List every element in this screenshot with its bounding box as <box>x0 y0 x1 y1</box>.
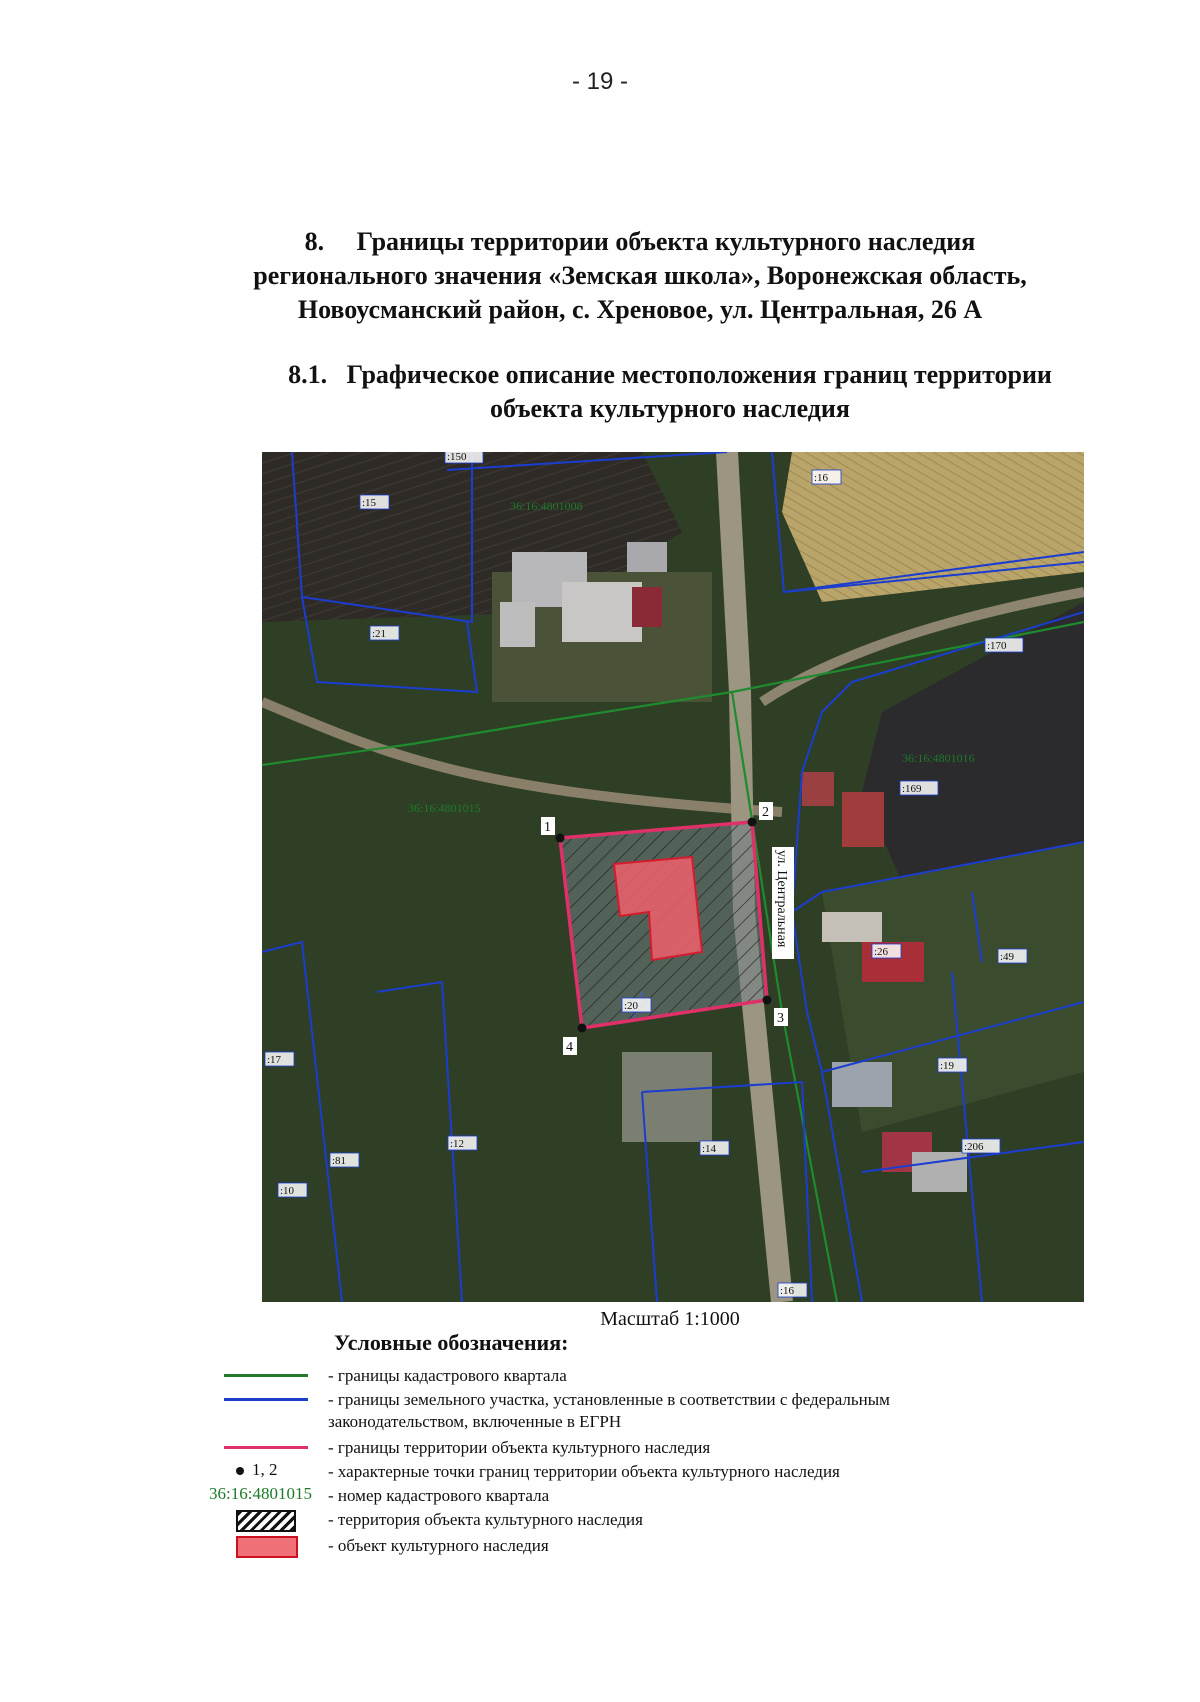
legend-text: - объект культурного наследия <box>328 1536 549 1555</box>
page-number: - 19 - <box>571 68 628 95</box>
legend-item-heritage-object <box>160 1534 1060 1558</box>
point-symbol-label: 1, 2 <box>252 1460 278 1479</box>
hatch-symbol <box>236 1510 296 1532</box>
point-label: 1 <box>544 820 551 835</box>
building <box>842 792 884 847</box>
legend-item-heritage-boundary <box>160 1436 1060 1460</box>
pink-line-symbol <box>224 1446 308 1449</box>
boundary-point-4 <box>578 1024 587 1033</box>
section-title-line: регионального значения «Земская школа», Воронежская область, <box>253 261 1027 290</box>
parcel-label: :12 <box>450 1138 465 1150</box>
quarter-number-symbol: 36:16:4801015 <box>209 1484 312 1503</box>
point-label: 2 <box>762 805 769 820</box>
map-svg <box>262 452 1084 1302</box>
parcel-label: :49 <box>1000 951 1015 963</box>
subsection-title <box>240 358 1100 426</box>
map-scale: Масштаб 1:1000 <box>600 1308 740 1330</box>
building <box>632 587 662 627</box>
legend-text: - характерные точки границ территории объекта культурного наследия <box>328 1462 840 1481</box>
cadastral-map <box>262 452 1084 1302</box>
boundary-point-2 <box>748 818 757 827</box>
quarter-label: 36:16:4801015 <box>408 801 481 815</box>
quarter-label: 36:16:4801016 <box>902 751 975 765</box>
legend-text: - границы кадастрового квартала <box>328 1366 567 1385</box>
parcel-label: :19 <box>940 1060 955 1072</box>
legend-text: - границы земельного участка, установленные в соответствии с федеральным законодательством, включенные в ЕГРН <box>328 1390 890 1431</box>
parcel-label: :206 <box>964 1141 984 1153</box>
building <box>500 602 535 647</box>
building <box>622 1052 712 1142</box>
subsection-title-line: объекта культурного наследия <box>490 394 850 423</box>
parcel-label: :21 <box>372 628 387 640</box>
object-symbol <box>236 1536 298 1558</box>
parcel-label: :16 <box>780 1285 795 1297</box>
legend-text: - границы территории объекта культурного наследия <box>328 1438 711 1457</box>
parcel-label: :26 <box>874 946 889 958</box>
legend-title: Условные обозначения: <box>334 1330 569 1355</box>
section-title <box>200 225 1080 327</box>
legend-text: - номер кадастрового квартала <box>328 1486 550 1505</box>
parcel-label: :15 <box>362 497 377 509</box>
point-label: 4 <box>566 1040 573 1055</box>
building <box>562 582 642 642</box>
parcel-label: :150 <box>447 452 467 463</box>
building <box>802 772 834 806</box>
legend-text: - территория объекта культурного наследия <box>328 1510 643 1529</box>
quarter-label: 36:16:4801008 <box>510 499 583 513</box>
point-symbol <box>236 1467 244 1475</box>
legend-item-heritage-territory <box>160 1508 1060 1532</box>
parcel-label: :10 <box>280 1185 295 1197</box>
section-title-line: 8. Границы территории объекта культурного наследия <box>304 227 976 256</box>
point-label: 3 <box>777 1011 784 1026</box>
legend-item-quarter-number <box>160 1484 1060 1508</box>
subsection-title-line: 8.1. Графическое описание местоположения границ территории <box>288 360 1052 389</box>
parcel-label: :20 <box>624 1000 639 1012</box>
legend-item-parcel-boundary <box>160 1388 1060 1436</box>
street-label: ул. Центральная <box>774 850 789 948</box>
blue-line-symbol <box>224 1398 308 1401</box>
legend-item-quarter-boundary <box>160 1364 1060 1388</box>
green-line-symbol <box>224 1374 308 1377</box>
parcel-label: :17 <box>267 1054 282 1066</box>
legend-item-boundary-points <box>160 1460 1060 1484</box>
parcel-label: :169 <box>902 783 922 795</box>
building <box>822 912 882 942</box>
parcel-label: :170 <box>987 640 1007 652</box>
section-title-line: Новоусманский район, с. Хреновое, ул. Центральная, 26 А <box>297 295 983 324</box>
parcel-label: :16 <box>814 472 829 484</box>
building <box>627 542 667 572</box>
building <box>832 1062 892 1107</box>
parcel-label: :14 <box>702 1143 717 1155</box>
parcel-label: :81 <box>332 1155 347 1167</box>
boundary-point-1 <box>556 834 565 843</box>
boundary-point-3 <box>763 996 772 1005</box>
